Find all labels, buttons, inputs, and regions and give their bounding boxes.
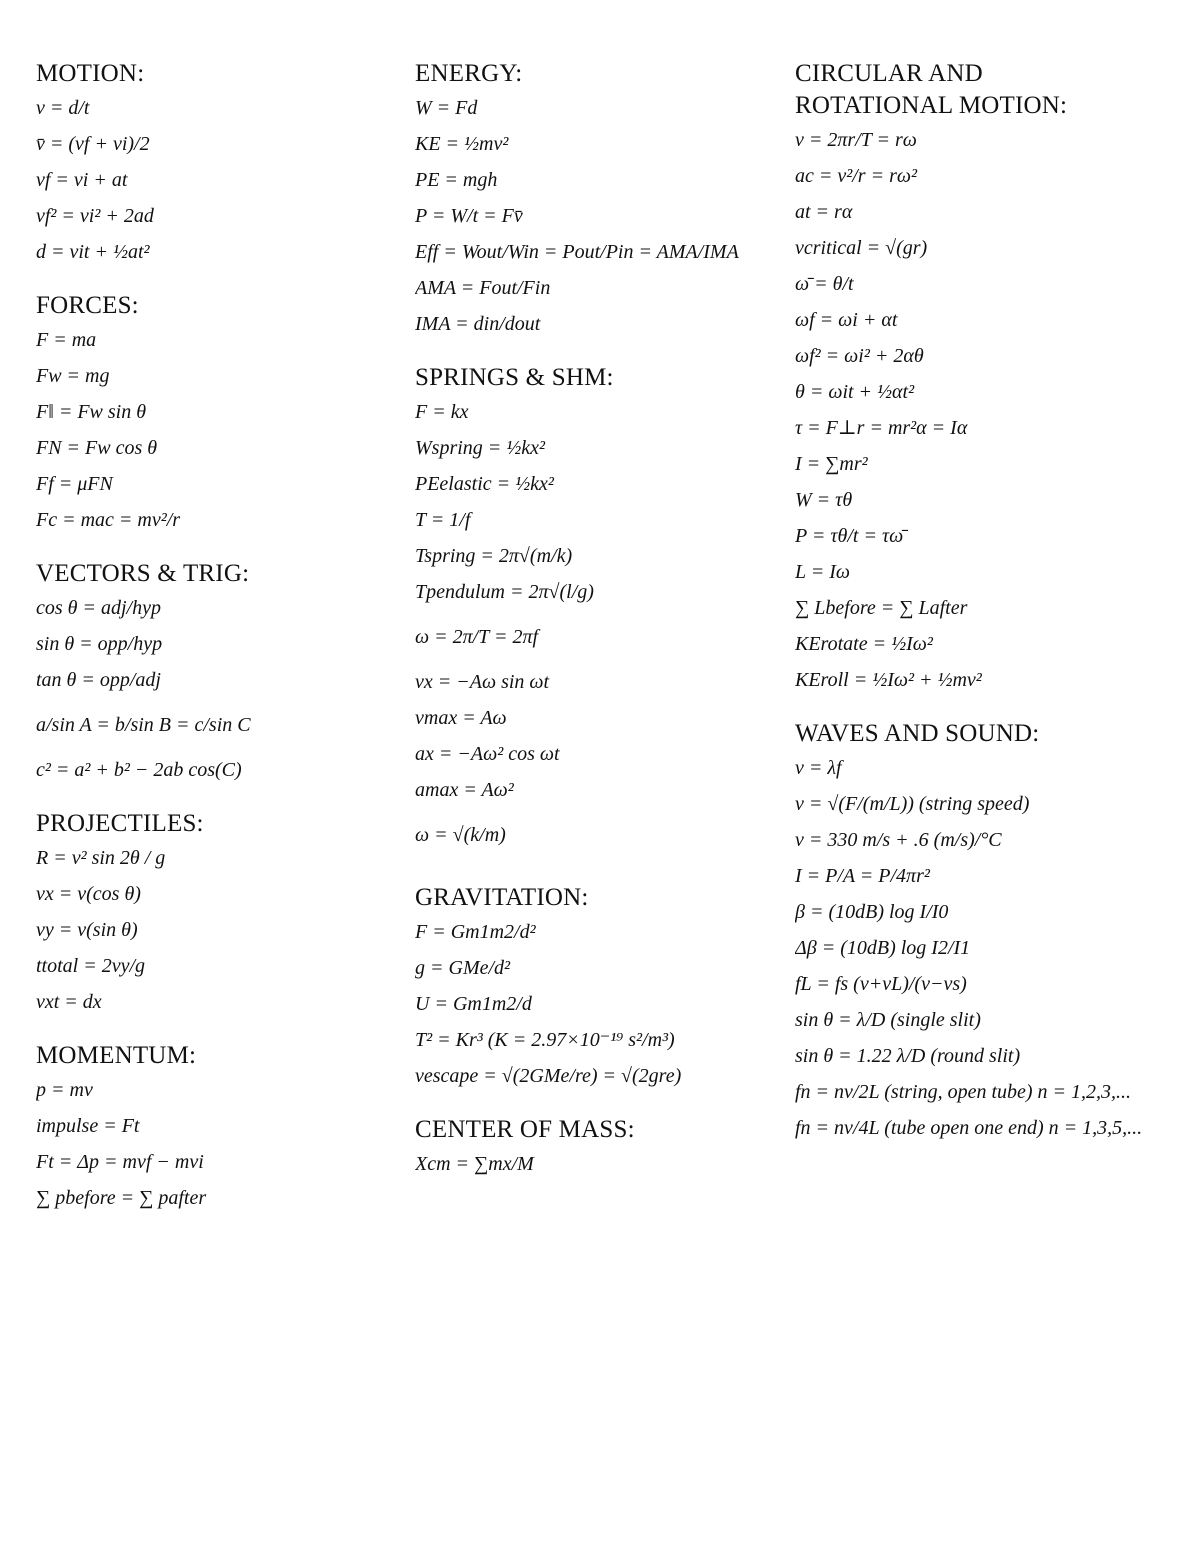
section-heading: ENERGY: xyxy=(415,60,523,87)
equation: τ = F⊥r = mr²α = Iα xyxy=(795,417,968,439)
column-1 xyxy=(36,58,386,1236)
equation: Fc = mac = mv²/r xyxy=(36,509,181,531)
equation: v = 2πr/T = rω xyxy=(795,129,917,151)
equation: I = ∑mr² xyxy=(795,453,868,475)
section-heading: WAVES AND SOUND: xyxy=(795,720,1040,747)
equation: a/sin A = b/sin B = c/sin C xyxy=(36,714,251,736)
section-circular-rotational xyxy=(795,58,1190,698)
equation: vx = v(cos θ) xyxy=(36,883,141,905)
equation: impulse = Ft xyxy=(36,1115,140,1137)
equation: Tspring = 2π√(m/k) xyxy=(415,545,573,567)
equation: Ff = μFN xyxy=(36,473,113,495)
equation: sin θ = λ/D (single slit) xyxy=(795,1009,981,1031)
section-motion xyxy=(36,58,386,270)
equation: T = 1/f xyxy=(415,509,471,531)
equation: F = kx xyxy=(415,401,469,423)
equation: AMA = Fout/Fin xyxy=(415,277,551,299)
equation: ttotal = 2vy/g xyxy=(36,955,146,977)
equation: KEroll = ½Iω² + ½mv² xyxy=(795,669,982,691)
equation: U = Gm1m2/d xyxy=(415,993,532,1015)
column-3 xyxy=(795,58,1190,1166)
equation: sin θ = opp/hyp xyxy=(36,633,163,655)
equation: ∑ Lbefore = ∑ Lafter xyxy=(795,597,968,619)
equation: T² = Kr³ (K = 2.97×10⁻¹⁹ s²/m³) xyxy=(415,1029,675,1051)
equation: vf² = vi² + 2ad xyxy=(36,205,154,227)
equation: fn = nv/4L (tube open one end) n = 1,3,5,... xyxy=(795,1117,1143,1139)
section-heading: MOTION: xyxy=(36,60,145,87)
equation: Tpendulum = 2π√(l/g) xyxy=(415,581,594,603)
equation: ω̄ = θ/t xyxy=(795,273,854,295)
equation: sin θ = 1.22 λ/D (round slit) xyxy=(795,1045,1021,1067)
equation: ω = √(k/m) xyxy=(415,824,506,846)
equation: cos θ = adj/hyp xyxy=(36,597,161,619)
equation: vescape = √(2GMe/re) = √(2gre) xyxy=(415,1065,682,1087)
equation: vmax = Aω xyxy=(415,707,507,729)
section-heading: CENTER OF MASS: xyxy=(415,1116,635,1143)
equation: amax = Aω² xyxy=(415,779,514,801)
equation: KErotate = ½Iω² xyxy=(795,633,933,655)
section-waves-sound xyxy=(795,718,1190,1146)
equation: FN = Fw cos θ xyxy=(36,437,158,459)
section-forces xyxy=(36,290,386,538)
section-heading: VECTORS & TRIG: xyxy=(36,560,250,587)
equation: F = Gm1m2/d² xyxy=(415,921,536,943)
equation: ω = 2π/T = 2πf xyxy=(415,626,539,648)
section-energy xyxy=(415,58,775,342)
equation: Wspring = ½kx² xyxy=(415,437,546,459)
equation: Eff = Wout/Win = Pout/Pin = AMA/IMA xyxy=(415,241,739,263)
equation: p = mv xyxy=(36,1079,93,1101)
equation: fL = fs (v+vL)/(v−vs) xyxy=(795,973,967,995)
section-heading: SPRINGS & SHM: xyxy=(415,364,614,391)
equation: W = Fd xyxy=(415,97,478,119)
equation: fn = nv/2L (string, open tube) n = 1,2,3,... xyxy=(795,1081,1132,1103)
equation: F = ma xyxy=(36,329,97,351)
column-2 xyxy=(415,58,775,1202)
section-heading: PROJECTILES: xyxy=(36,810,204,837)
equation: β = (10dB) log I/I0 xyxy=(795,901,949,923)
equation: Δβ = (10dB) log I2/I1 xyxy=(795,937,971,959)
equation: c² = a² + b² − 2ab cos(C) xyxy=(36,759,242,781)
section-heading: CIRCULAR AND ROTATIONAL MOTION: xyxy=(795,60,1068,119)
section-projectiles xyxy=(36,808,386,1020)
equation: v = √(F/(m/L)) (string speed) xyxy=(795,793,1030,815)
section-springs-shm xyxy=(415,362,775,862)
equation: P = τθ/t = τω̄ xyxy=(795,525,904,547)
equation: Ft = Δp = mvf − mvi xyxy=(36,1151,204,1173)
section-heading: MOMENTUM: xyxy=(36,1042,197,1069)
equation: v = d/t xyxy=(36,97,90,119)
equation: d = vit + ½at² xyxy=(36,241,150,263)
equation: v̄ = (vf + vi)/2 xyxy=(36,133,150,155)
equation: θ = ωit + ½αt² xyxy=(795,381,915,403)
equation: g = GMe/d² xyxy=(415,957,511,979)
equation: vy = v(sin θ) xyxy=(36,919,138,941)
equation: Xcm = ∑mx/M xyxy=(415,1153,534,1175)
equation: PEelastic = ½kx² xyxy=(415,473,554,495)
equation: tan θ = opp/adj xyxy=(36,669,161,691)
equation: Fw = mg xyxy=(36,365,110,387)
equation: I = P/A = P/4πr² xyxy=(795,865,930,887)
section-heading: FORCES: xyxy=(36,292,139,319)
equation: KE = ½mv² xyxy=(415,133,509,155)
equation: W = τθ xyxy=(795,489,853,511)
section-gravitation xyxy=(415,882,775,1094)
equation: vx = −Aω sin ωt xyxy=(415,671,550,693)
equation: L = Iω xyxy=(795,561,851,583)
section-vectors-trig xyxy=(36,558,386,788)
equation: PE = mgh xyxy=(415,169,498,191)
equation: P = W/t = Fv̄ xyxy=(415,205,523,227)
equation: v = λf xyxy=(795,757,842,779)
equation: v = 330 m/s + .6 (m/s)/°C xyxy=(795,829,1002,851)
equation: ax = −Aω² cos ωt xyxy=(415,743,560,765)
equation: ωf = ωi + αt xyxy=(795,309,898,331)
equation: F‖ = Fw sin θ xyxy=(36,401,147,423)
equation: ∑ pbefore = ∑ pafter xyxy=(36,1187,207,1209)
equation: ac = v²/r = rω² xyxy=(795,165,917,187)
equation: R = v² sin 2θ / g xyxy=(36,847,166,869)
equation: IMA = din/dout xyxy=(415,313,541,335)
section-center-of-mass xyxy=(415,1114,775,1182)
equation: vxt = dx xyxy=(36,991,102,1013)
equation: vcritical = √(gr) xyxy=(795,237,928,259)
section-momentum xyxy=(36,1040,386,1216)
equation: vf = vi + at xyxy=(36,169,128,191)
equation: at = rα xyxy=(795,201,853,223)
section-heading: GRAVITATION: xyxy=(415,884,589,911)
equation: ωf² = ωi² + 2αθ xyxy=(795,345,924,367)
